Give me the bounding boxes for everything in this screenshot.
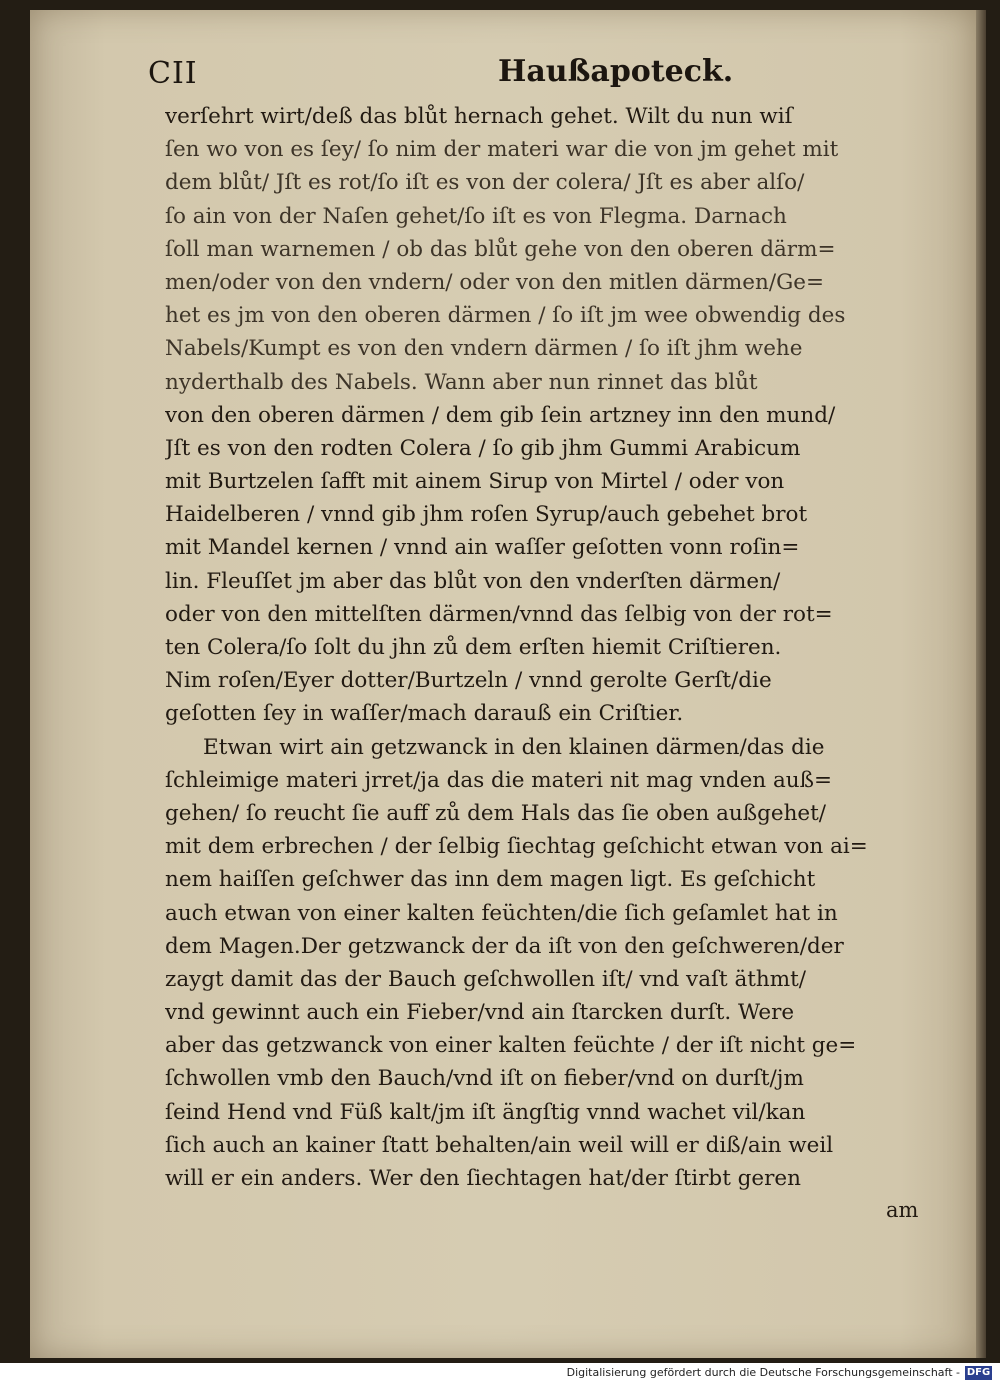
running-title: Haußapoteck. (498, 54, 734, 89)
text-line: nem haiſſen geſchwer das inn dem magen ligt. Es geſchicht (165, 867, 816, 893)
text-line: will er ein anders. Wer den ſiechtagen hat/der ſtirbt geren (165, 1166, 802, 1191)
catchword: am (886, 1198, 919, 1222)
text-line: ſoll man warnemen / ob das blůt gehe von den oberen därm= (165, 236, 836, 262)
page-edge (976, 10, 986, 1358)
funding-credit: Digitalisierung gefördert durch die Deutsche Forschungsgemeinschaft - (566, 1366, 960, 1379)
text-line: gehen/ ſo reucht ſie auff zů dem Hals das ſie oben außgehet/ (165, 800, 827, 826)
text-line: ſeind Hend vnd Füß kalt/jm iſt ängſtig vnnd wachet vil/kan (165, 1099, 806, 1125)
text-line: Haidelberen / vnnd gib jhm roſen Syrup/auch gebehet brot (165, 502, 808, 528)
text-line: oder von den mittelſten därmen/vnnd das ſelbig von der rot= (165, 601, 833, 627)
text-line: dem Magen.Der getzwanck der da iſt von den geſchweren/der (165, 933, 844, 959)
text-line: Jſt es von den rodten Colera / ſo gib jhm Gummi Arabicum (165, 435, 801, 461)
paragraph-start-line: Etwan wirt ain getzwanck in den klainen därmen/das die (203, 734, 825, 760)
text-line: auch etwan von einer kalten feüchten/die ſich geſamlet hat in (165, 900, 838, 926)
text-line: Nim roſen/Eyer dotter/Burtzeln / vnnd gerolte Gerſt/die (165, 668, 772, 694)
text-line: nyderthalb des Nabels. Wann aber nun rinnet das blůt (165, 369, 758, 395)
text-line: lin. Fleuſſet jm aber das blůt von den vnderſten därmen/ (165, 568, 781, 594)
text-line: mit Burtzelen ſafft mit ainem Sirup von Mirtel / oder von (165, 469, 785, 495)
body-text (165, 100, 937, 1195)
footer-bar (0, 1363, 1000, 1383)
text-line: ſchleimige materi jrret/ja das die materi nit mag vnden auß= (165, 767, 833, 793)
text-line: ſchwollen vmb den Bauch/vnd iſt on fieber/vnd on durſt/jm (165, 1066, 804, 1092)
text-line: verſehrt wirt/deß das blůt hernach gehet. Wilt du nun wiſ (165, 104, 793, 129)
folio-number: CII (148, 56, 198, 91)
text-line: ſo ain von der Naſen gehet/ſo iſt es von Flegma. Darnach (165, 203, 787, 229)
text-line: mit Mandel kernen / vnnd ain waſſer geſotten vonn roſin= (165, 535, 800, 561)
text-line: von den oberen därmen / dem gib ſein artzney inn den mund/ (165, 402, 836, 428)
dfg-logo-icon[interactable]: DFG (966, 1367, 991, 1378)
text-line: mit dem erbrechen / der ſelbig ſiechtag geſchicht etwan von ai= (165, 834, 868, 860)
text-line: geſotten ſey in waſſer/mach darauß ein Criſtier. (165, 701, 684, 727)
text-line: ſich auch an kainer ſtatt behalten/ain weil will er diß/ain weil (165, 1132, 834, 1158)
text-line: dem blůt/ Jſt es rot/ſo iſt es von der colera/ Jſt es aber alſo/ (165, 170, 805, 196)
text-line: ſen wo von es ſey/ ſo nim der materi war die von jm gehet mit (165, 137, 839, 163)
text-line: het es jm von den oberen därmen / ſo iſt jm wee obwendig des (165, 303, 846, 329)
text-line: Nabels/Kumpt es von den vndern därmen / ſo iſt jhm wehe (165, 336, 803, 362)
text-line: men/oder von den vndern/ oder von den mitlen därmen/Ge= (165, 269, 825, 295)
text-line: ten Colera/ſo ſolt du jhn zů dem erſten hiemit Criſtieren. (165, 635, 782, 660)
text-line: vnd gewinnt auch ein Fieber/vnd ain ſtarcken durſt. Were (165, 1000, 795, 1026)
text-line: zaygt damit das der Bauch geſchwollen iſt/ vnd vaſt äthmt/ (165, 966, 807, 992)
text-line: aber das getzwanck von einer kalten feüchte / der iſt nicht ge= (165, 1033, 857, 1059)
